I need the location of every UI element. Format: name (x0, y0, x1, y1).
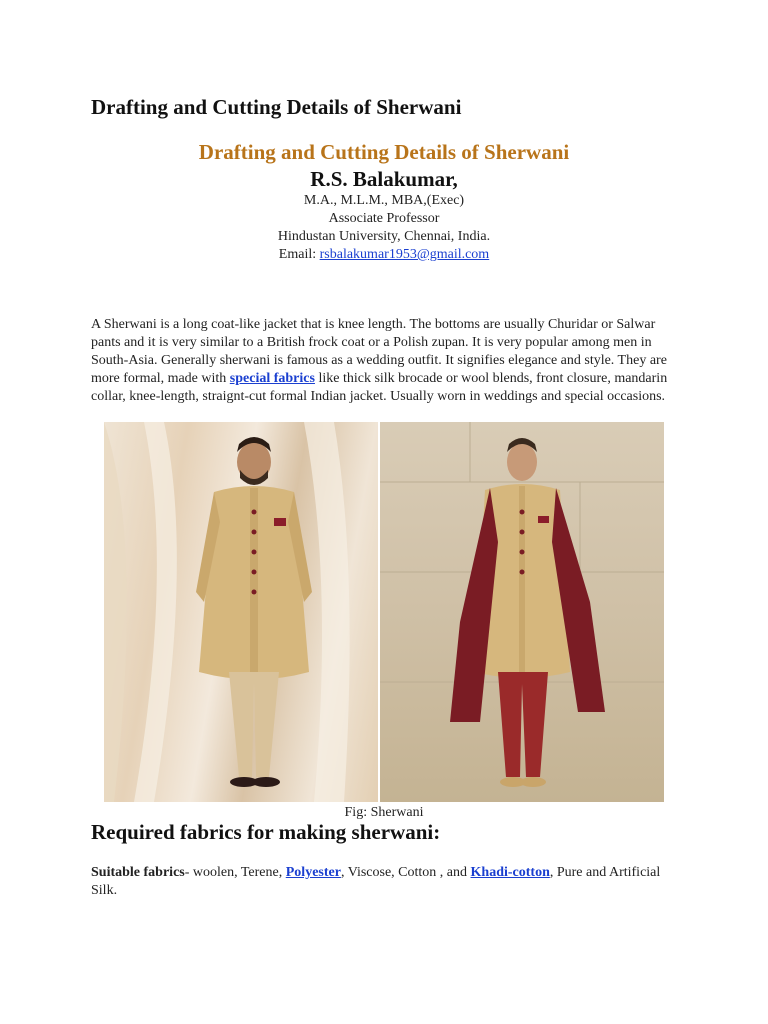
page-heading: Drafting and Cutting Details of Sherwani (91, 95, 462, 119)
fabrics-paragraph (91, 864, 681, 900)
article-title: Drafting and Cutting Details of Sherwani (198, 140, 570, 164)
khadi-cotton-link[interactable]: Khadi-cotton (470, 865, 550, 880)
email-label: Email: (278, 247, 317, 262)
intro-paragraph (91, 316, 681, 406)
section-heading: Required fabrics for making sherwani: (91, 820, 441, 844)
author-email-line (0, 246, 768, 264)
sherwani-photo-right (380, 422, 664, 802)
polyester-link[interactable]: Polyester (285, 865, 341, 880)
fabrics-text-3: , Pure and Artificial Silk. (91, 865, 661, 898)
email-link[interactable]: rsbalakumar1953@gmail.com (319, 247, 490, 262)
author-name: R.S. Balakumar, (310, 167, 458, 191)
sherwani-illustration-right (380, 422, 664, 802)
fabrics-text-2: , Viscose, Cotton , and (340, 865, 471, 880)
author-position: Associate Professor (328, 211, 440, 226)
figure-caption: Fig: Sherwani (344, 805, 424, 820)
author-degrees: M.A., M.L.M., MBA,(Exec) (303, 193, 465, 208)
fabrics-label: Suitable fabrics (91, 865, 185, 880)
author-info (0, 192, 768, 264)
special-fabrics-link[interactable]: special fabrics (229, 371, 315, 386)
sherwani-photo-left (104, 422, 378, 802)
sherwani-illustration-left (104, 422, 378, 802)
intro-text-1: A Sherwani is a long coat-like jacket that is knee length. The bottoms are usually Churidar or Salwar pants and it is very similar to a British frock coat or a Polish zupan. It is very popular among men in South-Asia. Generally sherwani is famous as a wedding outfit. It signifies elegance and style. They are more formal, made with (91, 317, 667, 386)
author-affiliation: Hindustan University, Chennai, India. (277, 229, 491, 244)
fabrics-text-1: - woolen, Terene, (184, 865, 286, 880)
intro-text-2: like thick silk brocade or wool blends, front closure, mandarin collar, knee-length, straignt-cut formal Indian jacket. Usually worn in weddings and special occasions. (91, 371, 668, 404)
